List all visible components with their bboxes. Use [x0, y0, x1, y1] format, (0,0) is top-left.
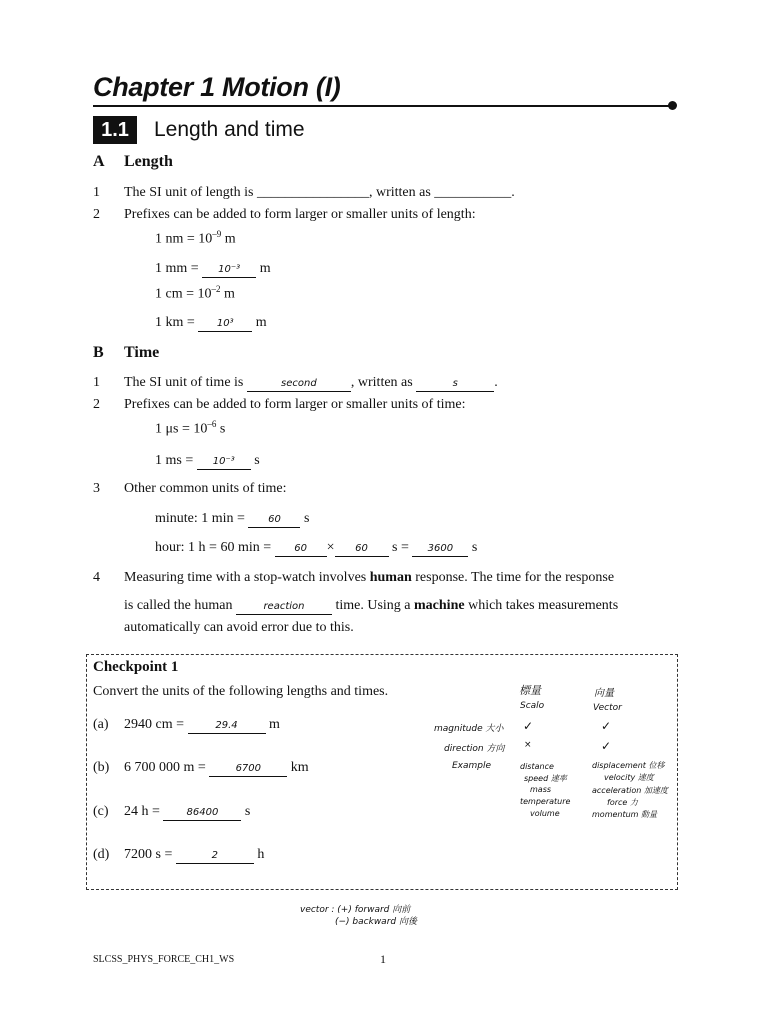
vector-example-2: velocity 速度: [604, 773, 654, 782]
b2-num: 2: [93, 397, 100, 412]
hour-line: hour: 1 h = 60 min = 60 × 60 s = 3600 s: [155, 540, 478, 555]
scalar-label: Scalo: [520, 701, 545, 711]
scalar-example-3: mass: [530, 785, 552, 794]
time-symbol-answer: s: [416, 377, 494, 392]
vector-example-1: displacement 位移: [592, 761, 665, 770]
vector-example-3: acceleration 加速度: [592, 786, 668, 795]
vector-label: Vector: [593, 703, 622, 713]
question-b: 6 700 000 m = 6700 km: [124, 760, 309, 775]
a1-num: 1: [93, 185, 100, 200]
hour-answer-3: 3600: [412, 542, 468, 557]
b1-text: The SI unit of time is second , written as s .: [124, 375, 498, 390]
vector-note-1: vector : (+) forward 向前: [300, 905, 411, 915]
question-b-answer: 6700: [209, 762, 287, 777]
nm-line: 1 nm = $10^{-9}$ m: [155, 229, 236, 247]
b4-line2: is called the human reaction time. Using a machine which takes measurements: [124, 598, 619, 613]
scalar-example-2: speed 速率: [524, 774, 567, 783]
b1-num: 1: [93, 375, 100, 390]
scalar-example-5: volume: [530, 809, 560, 818]
magnitude-scalar-check: ✓: [523, 719, 534, 733]
question-c-answer: 86400: [163, 806, 241, 821]
part-a-heading: Length: [124, 153, 173, 170]
b3-num: 3: [93, 481, 100, 496]
chapter-title: Chapter 1 Motion (I): [93, 72, 341, 102]
question-a: 2940 cm = 29.4 m: [124, 717, 280, 732]
direction-vector-check: ✓: [601, 739, 612, 753]
scalar-example-1: distance: [520, 762, 554, 771]
km-line: 1 km = 10³ m: [155, 315, 267, 330]
title-rule: [93, 105, 673, 107]
cm-line: 1 cm = $10^{-2}$ m: [155, 284, 235, 302]
a1-text: The SI unit of length is ________________, written as ___________.: [124, 185, 515, 200]
title-rule-dot: [668, 101, 677, 110]
vector-cn: 向量: [594, 688, 614, 699]
page-number: 1: [380, 952, 386, 966]
part-b-letter: B: [93, 344, 104, 361]
b4-num: 4: [93, 570, 100, 585]
mm-answer: 10⁻³: [202, 263, 256, 278]
question-c: 24 h = 86400 s: [124, 804, 251, 819]
part-b-heading: Time: [124, 344, 160, 361]
b3-text: Other common units of time:: [124, 481, 287, 496]
us-line: 1 $\mu s = 10^{-6}$ s: [155, 419, 226, 437]
hour-answer-1: 60: [275, 542, 327, 557]
checkpoint-instruction: Convert the units of the following lengths and times.: [93, 684, 389, 699]
scalar-example-4: temperature: [520, 797, 571, 806]
si-time-answer: second: [247, 377, 351, 392]
scalar-cn: 標量: [519, 684, 541, 697]
minute-line: minute: 1 min = 60 s: [155, 511, 310, 526]
vector-example-4: force 力: [607, 798, 638, 807]
magnitude-vector-check: ✓: [601, 719, 612, 733]
checkpoint-title: Checkpoint 1: [93, 659, 179, 675]
example-label: Example: [452, 761, 492, 771]
section-title: Length and time: [154, 118, 305, 141]
question-a-label: (a): [93, 717, 109, 732]
magnitude-label: magnitude 大小: [434, 724, 504, 734]
direction-scalar-cross: ×: [524, 740, 532, 750]
reaction-answer: reaction: [236, 600, 332, 615]
question-d-label: (d): [93, 847, 110, 862]
ms-line: 1 ms = 10⁻³ s: [155, 453, 260, 468]
b2-text: Prefixes can be added to form larger or smaller units of time:: [124, 397, 466, 412]
ms-answer: 10⁻³: [197, 455, 251, 470]
b4-line3: automatically can avoid error due to this.: [124, 620, 354, 635]
minute-answer: 60: [248, 513, 300, 528]
question-a-answer: 29.4: [188, 719, 266, 734]
question-d-answer: 2: [176, 849, 254, 864]
question-d: 7200 s = 2 h: [124, 847, 265, 862]
question-b-label: (b): [93, 760, 110, 775]
part-a-letter: A: [93, 153, 105, 170]
section-number: 1.1: [93, 116, 137, 144]
footer-code: SLCSS_PHYS_FORCE_CH1_WS: [93, 954, 235, 965]
hour-answer-2: 60: [335, 542, 389, 557]
mm-line: 1 mm = 10⁻³ m: [155, 261, 271, 276]
a2-text: Prefixes can be added to form larger or smaller units of length:: [124, 207, 476, 222]
km-answer: 10³: [198, 317, 252, 332]
question-c-label: (c): [93, 804, 109, 819]
direction-label: direction 方向: [444, 744, 505, 754]
vector-example-5: momentum 動量: [592, 810, 658, 819]
vector-note-2: (−) backward 向後: [335, 917, 417, 927]
b4-line1: Measuring time with a stop-watch involves human response. The time for the response: [124, 570, 615, 585]
a2-num: 2: [93, 207, 100, 222]
